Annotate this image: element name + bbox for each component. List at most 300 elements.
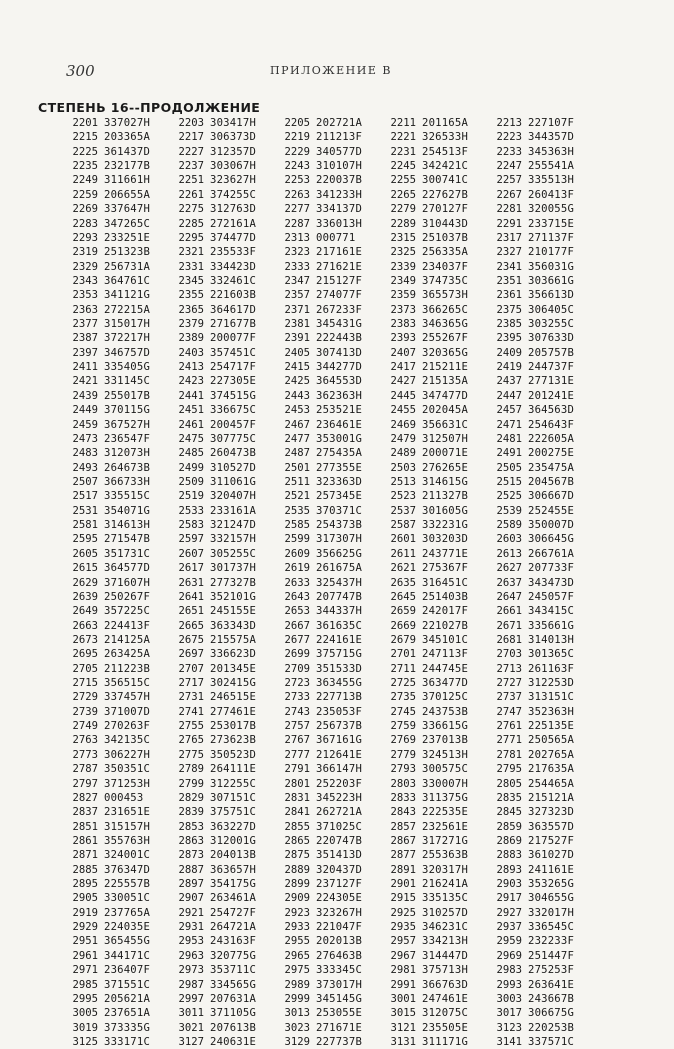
degree-number: 2841	[284, 806, 310, 819]
degree-number: 2641	[178, 590, 204, 603]
degree-number: 2955	[284, 935, 310, 948]
table-cell	[168, 188, 274, 202]
octal-code: 262721A	[316, 806, 363, 819]
octal-code: 251323B	[104, 246, 151, 259]
table-cell	[486, 777, 592, 791]
octal-code: 332017H	[528, 906, 575, 919]
degree-number: 2781	[496, 748, 522, 761]
table-cell	[274, 188, 380, 202]
octal-code: 270127F	[422, 203, 469, 216]
degree-number: 2705	[72, 662, 98, 675]
degree-number: 2663	[72, 619, 98, 632]
degree-number: 2291	[496, 217, 522, 230]
degree-number: 2413	[178, 361, 204, 374]
table-row	[62, 173, 662, 187]
degree-number: 2437	[496, 375, 522, 388]
octal-code: 336545C	[528, 921, 575, 934]
degree-number: 2505	[496, 461, 522, 474]
table-cell	[380, 274, 486, 288]
table-cell	[168, 848, 274, 862]
degree-number: 2597	[178, 533, 204, 546]
table-cell	[62, 934, 168, 948]
octal-code: 364577D	[104, 562, 151, 575]
octal-code: 362363H	[316, 389, 363, 402]
octal-code: 205757B	[528, 346, 575, 359]
octal-code: 215211E	[422, 361, 469, 374]
table-row	[62, 489, 662, 503]
table-cell	[274, 116, 380, 130]
table-cell	[168, 489, 274, 503]
table-row	[62, 662, 662, 676]
table-cell	[168, 561, 274, 575]
degree-number: 2237	[178, 160, 204, 173]
table-cell	[380, 116, 486, 130]
octal-code: 371607H	[104, 576, 151, 589]
degree-number: 2627	[496, 562, 522, 575]
table-cell	[380, 561, 486, 575]
table-cell	[380, 963, 486, 977]
table-cell	[168, 834, 274, 848]
octal-code: 202045A	[422, 404, 469, 417]
table-cell	[62, 719, 168, 733]
degree-number: 2373	[390, 303, 416, 316]
octal-code: 323627H	[210, 174, 257, 187]
octal-code: 222535E	[422, 806, 469, 819]
octal-code: 311375G	[422, 791, 469, 804]
octal-code: 200275E	[528, 447, 575, 460]
octal-code: 300575C	[422, 763, 469, 776]
table-cell	[168, 532, 274, 546]
degree-number: 2995	[72, 992, 98, 1005]
table-cell	[486, 877, 592, 891]
table-cell	[274, 920, 380, 934]
octal-code: 325437H	[316, 576, 363, 589]
table-cell	[168, 374, 274, 388]
table-cell	[62, 331, 168, 345]
table-cell	[486, 805, 592, 819]
table-row	[62, 403, 662, 417]
degree-number: 2885	[72, 863, 98, 876]
table-cell	[486, 762, 592, 776]
degree-number: 2937	[496, 921, 522, 934]
octal-code: 332231G	[422, 519, 469, 532]
octal-code: 220253B	[528, 1021, 575, 1034]
degree-number: 2803	[390, 777, 416, 790]
degree-number: 2607	[178, 547, 204, 560]
degree-number: 2611	[390, 547, 416, 560]
table-cell	[168, 518, 274, 532]
degree-number: 2703	[496, 648, 522, 661]
table-row	[62, 274, 662, 288]
table-row	[62, 848, 662, 862]
degree-number: 2515	[496, 475, 522, 488]
table-cell	[380, 662, 486, 676]
degree-number: 2379	[178, 318, 204, 331]
table-cell	[168, 978, 274, 992]
table-cell	[380, 188, 486, 202]
octal-code: 335513H	[528, 174, 575, 187]
degree-number: 2397	[72, 346, 98, 359]
table-cell	[486, 604, 592, 618]
table-cell	[62, 489, 168, 503]
octal-code: 366147H	[316, 763, 363, 776]
octal-code: 345223H	[316, 791, 363, 804]
table-cell	[62, 245, 168, 259]
degree-number: 2877	[390, 849, 416, 862]
octal-code: 271671E	[316, 1021, 363, 1034]
degree-number: 2973	[178, 964, 204, 977]
table-cell	[380, 705, 486, 719]
degree-number: 2711	[390, 662, 416, 675]
octal-code: 200457F	[210, 418, 257, 431]
degree-number: 3129	[284, 1036, 310, 1048]
table-cell	[274, 446, 380, 460]
degree-number: 2353	[72, 289, 98, 302]
table-cell	[274, 288, 380, 302]
octal-code: 331145C	[104, 375, 151, 388]
octal-code: 361635C	[316, 619, 363, 632]
octal-code: 235475A	[528, 461, 575, 474]
table-cell	[486, 906, 592, 920]
octal-code: 251403B	[422, 590, 469, 603]
degree-number: 2535	[284, 504, 310, 517]
table-cell	[168, 619, 274, 633]
octal-code: 333171C	[104, 1036, 151, 1048]
octal-code: 245155E	[210, 605, 257, 618]
octal-code: 000771	[316, 231, 356, 244]
octal-code: 314447D	[422, 949, 469, 962]
table-cell	[168, 159, 274, 173]
table-cell	[486, 389, 592, 403]
table-cell	[380, 547, 486, 561]
degree-number: 2223	[496, 131, 522, 144]
degree-number: 2883	[496, 849, 522, 862]
table-cell	[274, 863, 380, 877]
degree-number: 2281	[496, 203, 522, 216]
octal-code: 207733F	[528, 562, 575, 575]
octal-code: 253017B	[210, 720, 257, 733]
degree-number: 2359	[390, 289, 416, 302]
octal-code: 312357D	[210, 145, 257, 158]
table-cell	[380, 733, 486, 747]
table-row	[62, 863, 662, 877]
degree-number: 2459	[72, 418, 98, 431]
octal-code: 305255C	[210, 547, 257, 560]
table-cell	[274, 576, 380, 590]
degree-number: 2487	[284, 447, 310, 460]
degree-number: 2987	[178, 978, 204, 991]
octal-code: 312763D	[210, 203, 257, 216]
degree-number: 2921	[178, 906, 204, 919]
table-cell	[274, 403, 380, 417]
table-cell	[380, 576, 486, 590]
degree-number: 2709	[284, 662, 310, 675]
table-cell	[62, 418, 168, 432]
degree-number: 2533	[178, 504, 204, 517]
degree-number: 2981	[390, 964, 416, 977]
octal-code: 372217H	[104, 332, 151, 345]
table-cell	[62, 848, 168, 862]
degree-number: 2511	[284, 475, 310, 488]
octal-code: 251447F	[528, 949, 575, 962]
octal-code: 207613B	[210, 1021, 257, 1034]
octal-code: 317271G	[422, 834, 469, 847]
table-cell	[168, 145, 274, 159]
degree-number: 2585	[284, 519, 310, 532]
octal-code: 227627B	[422, 188, 469, 201]
octal-code: 236547F	[104, 432, 151, 445]
octal-code: 204013B	[210, 849, 257, 862]
degree-number: 2965	[284, 949, 310, 962]
table-cell	[62, 906, 168, 920]
degree-number: 3125	[72, 1036, 98, 1048]
table-cell	[486, 461, 592, 475]
degree-number: 2993	[496, 978, 522, 991]
octal-code: 334565G	[210, 978, 257, 991]
octal-code: 270263F	[104, 720, 151, 733]
octal-code: 356631C	[422, 418, 469, 431]
table-row	[62, 576, 662, 590]
octal-code: 224161E	[316, 633, 363, 646]
table-cell	[380, 173, 486, 187]
table-cell	[168, 331, 274, 345]
octal-code: 215121A	[528, 791, 575, 804]
octal-code: 346365G	[422, 318, 469, 331]
table-cell	[274, 891, 380, 905]
table-cell	[62, 863, 168, 877]
octal-code: 227737B	[316, 1036, 363, 1048]
table-cell	[486, 475, 592, 489]
octal-code: 237765A	[104, 906, 151, 919]
degree-number: 2667	[284, 619, 310, 632]
table-cell	[168, 662, 274, 676]
table-cell	[168, 130, 274, 144]
degree-number: 2395	[496, 332, 522, 345]
octal-code: 234037F	[422, 260, 469, 273]
table-cell	[380, 331, 486, 345]
degree-number: 2235	[72, 160, 98, 173]
table-cell	[380, 1035, 486, 1049]
table-cell	[62, 920, 168, 934]
table-cell	[274, 274, 380, 288]
octal-code: 255363B	[422, 849, 469, 862]
degree-number: 2999	[284, 992, 310, 1005]
octal-code: 245057F	[528, 590, 575, 603]
degree-number: 2217	[178, 131, 204, 144]
table-row	[62, 719, 662, 733]
octal-code: 253055E	[316, 1007, 363, 1020]
table-cell	[486, 188, 592, 202]
degree-number: 2599	[284, 533, 310, 546]
running-head: ПРИЛОЖЕНИЕ В	[270, 64, 392, 77]
octal-code: 254643F	[528, 418, 575, 431]
degree-number: 2713	[496, 662, 522, 675]
table-cell	[380, 906, 486, 920]
degree-number: 3021	[178, 1021, 204, 1034]
table-cell	[274, 647, 380, 661]
octal-code: 370371C	[316, 504, 363, 517]
degree-number: 2381	[284, 318, 310, 331]
octal-code: 367161G	[316, 734, 363, 747]
octal-code: 347477D	[422, 389, 469, 402]
octal-code: 272215A	[104, 303, 151, 316]
degree-number: 2349	[390, 274, 416, 287]
table-cell	[62, 532, 168, 546]
table-cell	[486, 891, 592, 905]
octal-code: 274077F	[316, 289, 363, 302]
table-row	[62, 317, 662, 331]
degree-number: 2261	[178, 188, 204, 201]
degree-number: 3023	[284, 1021, 310, 1034]
degree-number: 2961	[72, 949, 98, 962]
table-cell	[62, 317, 168, 331]
table-cell	[274, 820, 380, 834]
table-cell	[168, 303, 274, 317]
table-cell	[62, 303, 168, 317]
octal-code: 254727F	[210, 906, 257, 919]
table-cell	[168, 245, 274, 259]
table-cell	[168, 547, 274, 561]
table-cell	[486, 173, 592, 187]
degree-number: 2985	[72, 978, 98, 991]
table-cell	[168, 791, 274, 805]
table-cell	[274, 949, 380, 963]
degree-number: 2333	[284, 260, 310, 273]
octal-code: 260473B	[210, 447, 257, 460]
degree-number: 2953	[178, 935, 204, 948]
table-cell	[380, 777, 486, 791]
table-cell	[380, 231, 486, 245]
table-cell	[380, 834, 486, 848]
table-row	[62, 633, 662, 647]
octal-code: 203365A	[104, 131, 151, 144]
octal-code: 237127F	[316, 878, 363, 891]
degree-number: 2329	[72, 260, 98, 273]
degree-number: 2449	[72, 404, 98, 417]
degree-number: 2589	[496, 519, 522, 532]
table-cell	[62, 877, 168, 891]
table-cell	[274, 303, 380, 317]
degree-number: 2483	[72, 447, 98, 460]
table-cell	[168, 934, 274, 948]
degree-number: 2293	[72, 231, 98, 244]
degree-number: 2725	[390, 677, 416, 690]
degree-number: 2989	[284, 978, 310, 991]
octal-code: 242017F	[422, 605, 469, 618]
octal-code: 263641E	[528, 978, 575, 991]
octal-code: 363477D	[422, 677, 469, 690]
degree-number: 2991	[390, 978, 416, 991]
octal-code: 220037B	[316, 174, 363, 187]
table-row	[62, 647, 662, 661]
table-cell	[274, 217, 380, 231]
degree-number: 2975	[284, 964, 310, 977]
octal-code: 271677B	[210, 318, 257, 331]
degree-number: 2253	[284, 174, 310, 187]
octal-code: 323363D	[316, 475, 363, 488]
degree-number: 2345	[178, 274, 204, 287]
table-cell	[62, 619, 168, 633]
degree-number: 2361	[496, 289, 522, 302]
degree-number: 2647	[496, 590, 522, 603]
octal-code: 243771E	[422, 547, 469, 560]
octal-code: 214125A	[104, 633, 151, 646]
octal-code: 330007H	[422, 777, 469, 790]
octal-code: 314615G	[422, 475, 469, 488]
degree-number: 2929	[72, 921, 98, 934]
table-cell	[380, 303, 486, 317]
octal-code: 356625G	[316, 547, 363, 560]
table-cell	[274, 173, 380, 187]
octal-code: 312253D	[528, 677, 575, 690]
degree-number: 2375	[496, 303, 522, 316]
table-cell	[380, 374, 486, 388]
degree-number: 2409	[496, 346, 522, 359]
octal-code: 264673B	[104, 461, 151, 474]
octal-code: 354071G	[104, 504, 151, 517]
degree-number: 2971	[72, 964, 98, 977]
degree-number: 2757	[284, 720, 310, 733]
octal-code: 350523D	[210, 748, 257, 761]
table-cell	[486, 217, 592, 231]
table-cell	[380, 317, 486, 331]
table-cell	[486, 403, 592, 417]
octal-code: 357451C	[210, 346, 257, 359]
table-row	[62, 992, 662, 1006]
octal-code: 235505E	[422, 1021, 469, 1034]
degree-number: 2799	[178, 777, 204, 790]
octal-code: 346231C	[422, 921, 469, 934]
table-cell	[168, 690, 274, 704]
table-cell	[486, 619, 592, 633]
table-cell	[380, 920, 486, 934]
table-row	[62, 1035, 662, 1049]
octal-code: 202721A	[316, 117, 363, 129]
octal-code: 231651E	[104, 806, 151, 819]
table-cell	[486, 145, 592, 159]
table-cell	[62, 791, 168, 805]
table-row	[62, 432, 662, 446]
table-cell	[486, 1035, 592, 1049]
degree-number: 2741	[178, 705, 204, 718]
degree-number: 2967	[390, 949, 416, 962]
degree-number: 2723	[284, 677, 310, 690]
octal-code: 267233F	[316, 303, 363, 316]
table-cell	[274, 374, 380, 388]
octal-code: 326533H	[422, 131, 469, 144]
degree-number: 2797	[72, 777, 98, 790]
octal-code: 217635A	[528, 763, 575, 776]
table-cell	[168, 360, 274, 374]
octal-code: 342421C	[422, 160, 469, 173]
degree-number: 2831	[284, 791, 310, 804]
degree-number: 2837	[72, 806, 98, 819]
octal-code: 263425A	[104, 648, 151, 661]
table-cell	[486, 963, 592, 977]
degree-number: 2513	[390, 475, 416, 488]
degree-number: 2405	[284, 346, 310, 359]
degree-number: 2601	[390, 533, 416, 546]
table-cell	[486, 920, 592, 934]
octal-code: 201241E	[528, 389, 575, 402]
table-cell	[380, 949, 486, 963]
table-row	[62, 748, 662, 762]
degree-number: 3127	[178, 1036, 204, 1048]
table-cell	[380, 719, 486, 733]
octal-code: 257345E	[316, 490, 363, 503]
degree-number: 2791	[284, 763, 310, 776]
octal-code: 254513F	[422, 145, 469, 158]
